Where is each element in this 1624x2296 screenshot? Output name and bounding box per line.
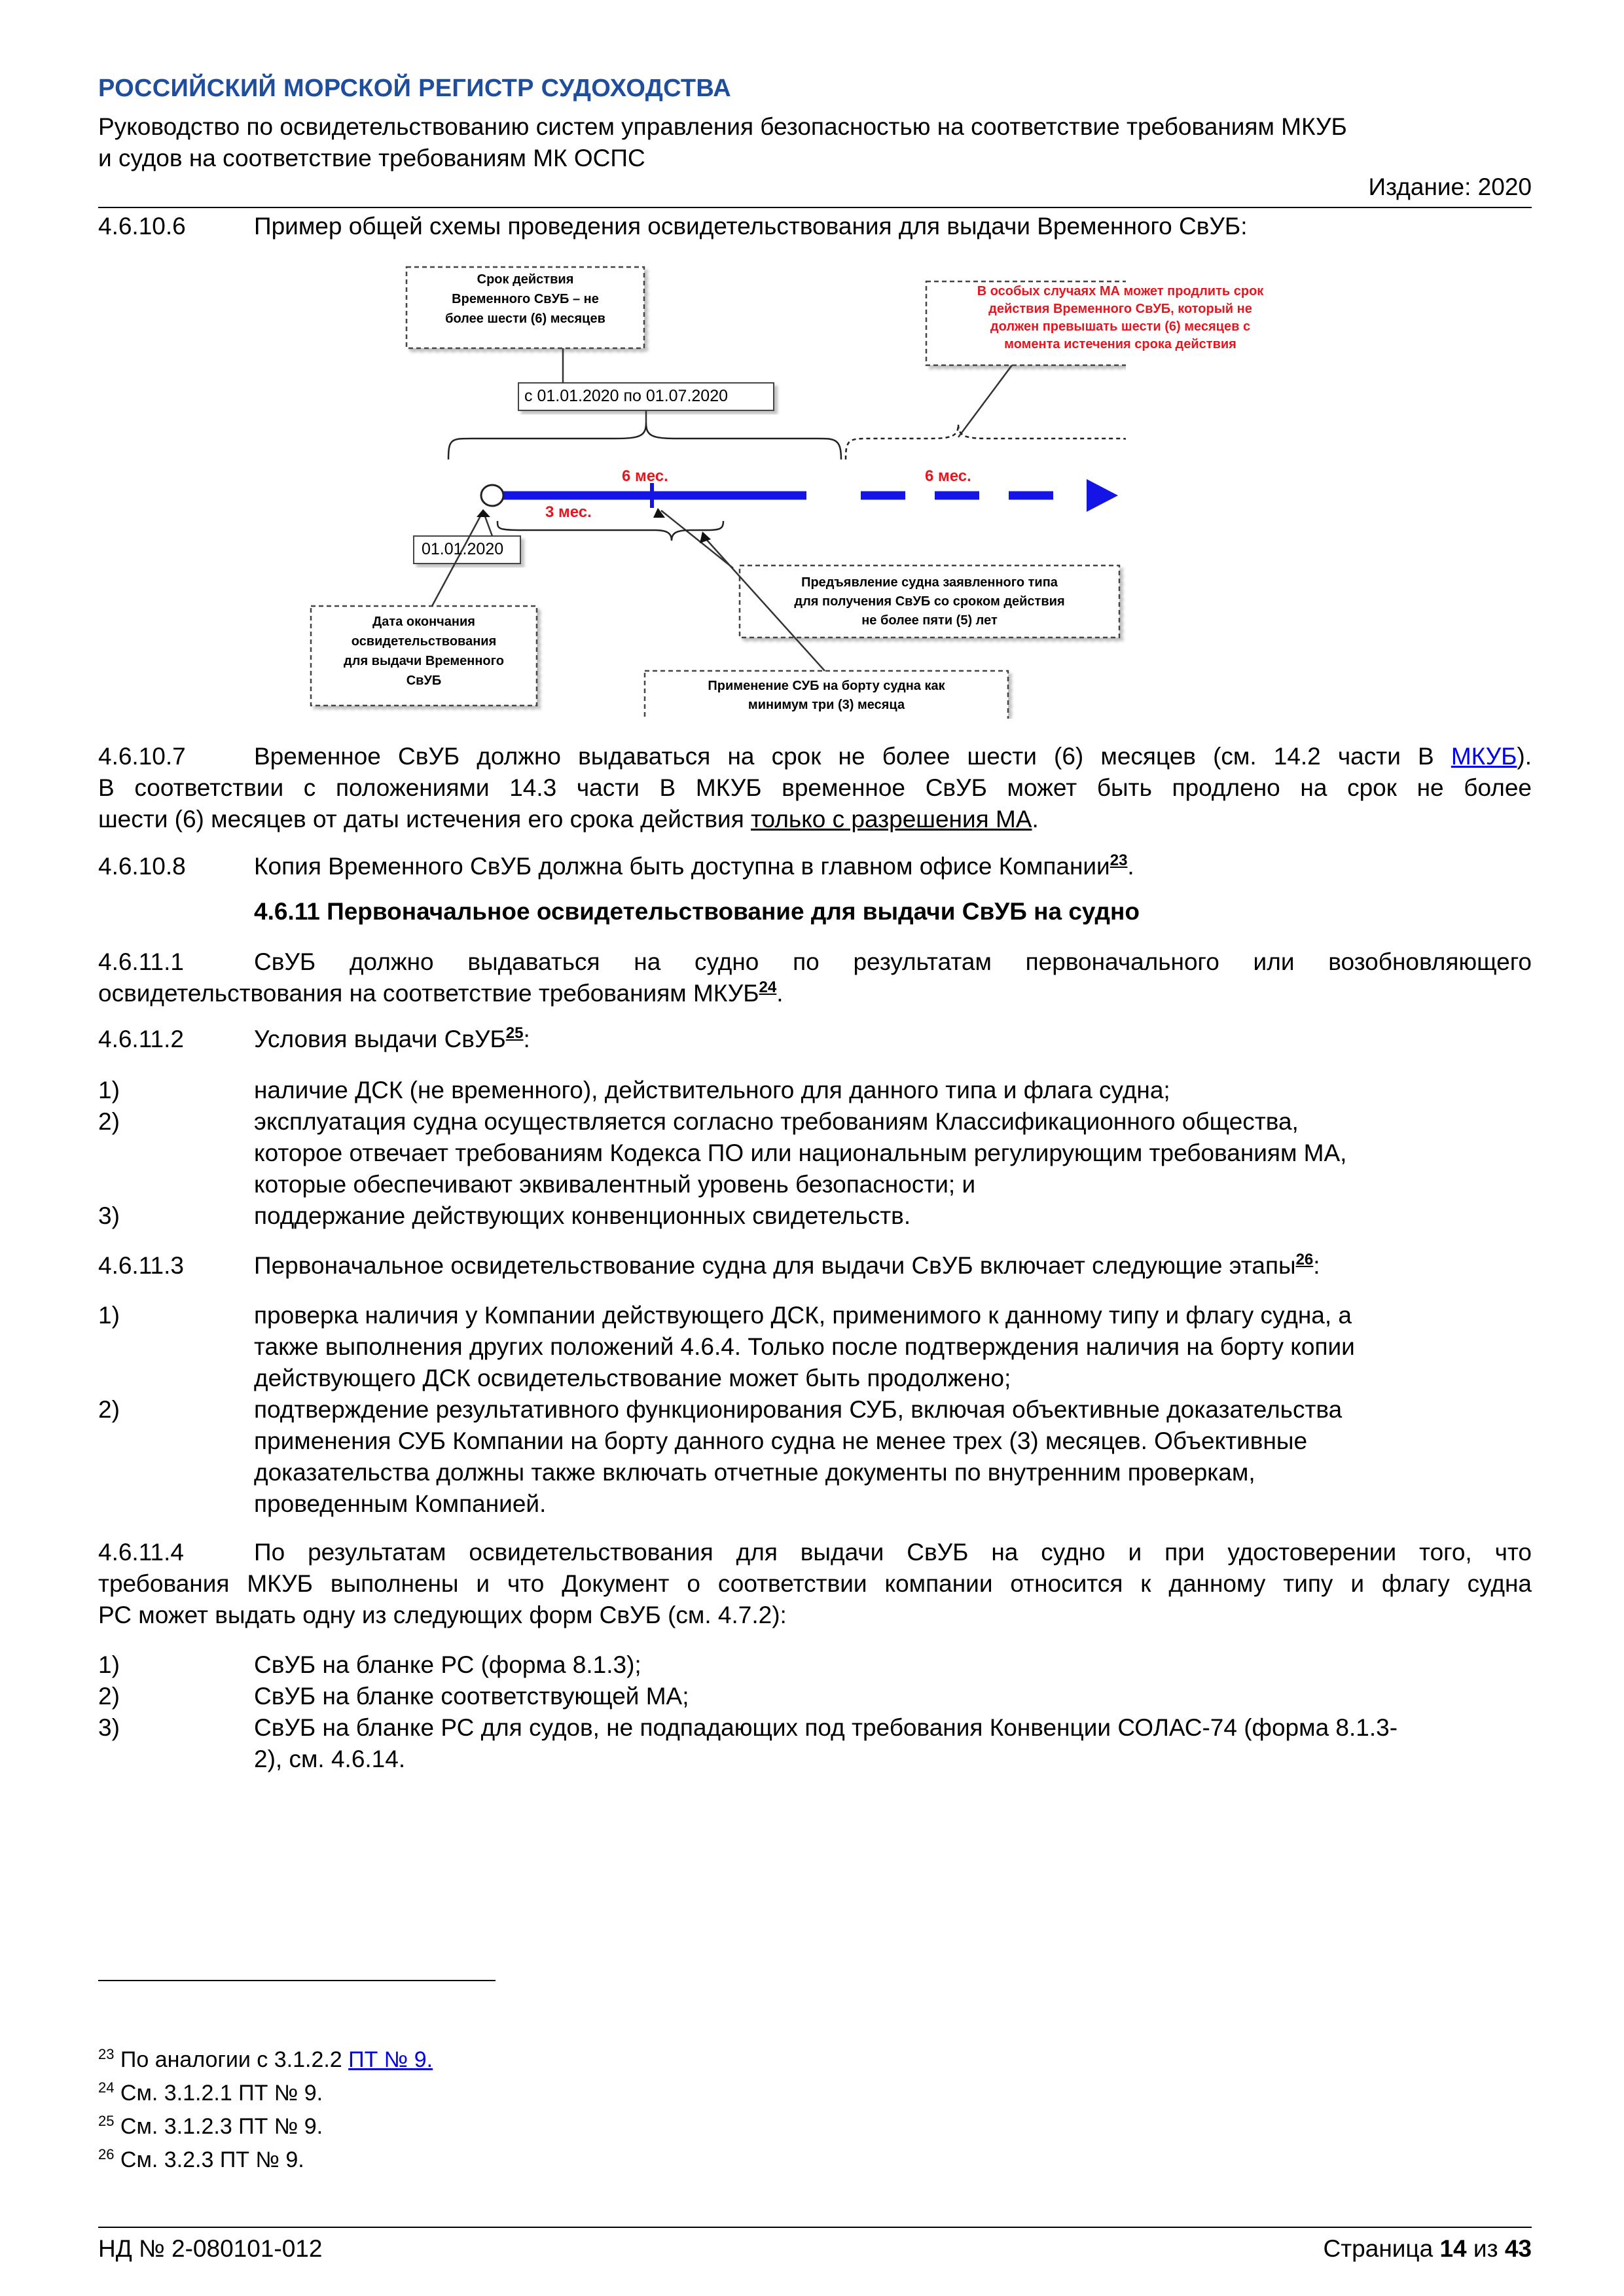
list-item-number: 1) — [98, 1302, 120, 1329]
list-item: СвУБ на бланке РС (форма 8.1.3); — [254, 1651, 641, 1678]
paragraph-4-6-11-3: 4.6.11.3 Первоначальное освидетельствование судна для выдачи СвУБ включает следующие этапы$^{26}$: — [98, 1251, 1320, 1279]
pt9-link[interactable]: ПТ № 9. — [348, 2047, 433, 2072]
six-months-label: 6 мес. — [622, 467, 668, 485]
footnote-24: $^{24}$ См. 3.1.2.1 ПТ № 9. — [98, 2079, 323, 2106]
paragraph-4-6-11-4: 4.6.11.4 По результатам освидетельствования для выдачи СвУБ на судно и при удостоверении того, что требования МКУБ выполнены и что Документ о соответствии компании относится к данному типу и флагу судна РС может выдать одну из следующих форм СвУБ (см. 4.7.2): — [98, 1539, 1532, 1628]
organization-title: РОССИЙСКИЙ МОРСКОЙ РЕГИСТР СУДОХОДСТВА — [98, 75, 731, 102]
footnote-separator — [98, 1980, 496, 1981]
list-item-number: 3) — [98, 1202, 120, 1229]
paragraph-4-6-10-7: 4.6.10.7 Временное СвУБ должно выдаваться на срок не более шести (6) месяцев (см. 14.2 части В МКУБ). В соответствии с положениями 14.3 части В МКУБ временное СвУБ может быть продлено на срок не более шести (6) месяцев от даты истечения его срока действия только с разрешения МА. — [98, 743, 1532, 833]
list-item-number: 2) — [98, 1396, 120, 1423]
document-subtitle: Руководство по освидетельствованию систем управления безопасностью на соответствие требованиям МКУБ и судов на соответствие требованиям МК ОСПС — [98, 113, 1347, 171]
page-indicator: Страница 14 из 43 — [1323, 2235, 1532, 2262]
validity-box-text: Срок действия Временного СвУБ – не более шести (6) месяцев — [445, 272, 605, 326]
certificate-timeline-diagram — [301, 260, 1264, 719]
footnote-ref-25[interactable]: 25 — [505, 1024, 524, 1042]
six-months-extension-label: 6 мес. — [925, 467, 971, 485]
list-item: наличие ДСК (не временного), действительного для данного типа и флага судна; — [254, 1077, 1170, 1103]
brace-three-months — [497, 521, 723, 541]
paragraph-4-6-11-2: 4.6.11.2 Условия выдачи СвУБ$^{25}$: — [98, 1024, 530, 1052]
footer-divider — [98, 2227, 1532, 2228]
list-item: подтверждение результативного функционирования СУБ, включая объективные доказательства применения СУБ Компании на борту данного судна не менее трех (3) месяцев. Объективные доказательства должны также включать отчетные документы по внутренним проверкам, проведенным Компанией. — [254, 1396, 1343, 1517]
list-item-number: 3) — [98, 1714, 120, 1741]
list-item: СвУБ на бланке РС для судов, не подпадающих под требования Конвенции СОЛАС-74 (форма 8.1.3- 2), см. 4.6.14. — [254, 1714, 1398, 1772]
timeline-start-marker — [481, 485, 503, 506]
list-item: проверка наличия у Компании действующего ДСК, применимого к данному типу и флагу судна, а также выполнения других положений 4.6.4. Только после подтверждения наличия на борту копии действующего ДСК освидетельствование может быть продолжено; — [254, 1302, 1355, 1391]
timeline-arrow — [1087, 479, 1118, 512]
sms-box-text: Применение СУБ на борту судна как минимум три (3) месяца — [708, 679, 945, 712]
footnote-ref-26[interactable]: 26 — [1295, 1251, 1314, 1268]
footnote-25: $^{25}$ См. 3.1.2.3 ПТ № 9. — [98, 2113, 323, 2139]
presentation-box-text: Предъявление судна заявленного типа для получения СвУБ со сроком действия не более пяти (5) лет — [794, 575, 1065, 628]
header-divider — [98, 207, 1532, 208]
paragraph-4-6-11-1: 4.6.11.1 СвУБ должно выдаваться на судно по результатам первоначального или возобновляющего освидетельствования на соответствие требованиям МКУБ$^{24}$. — [98, 948, 1532, 1007]
footnote-ref-24[interactable]: 24 — [759, 978, 777, 996]
footnote-23: $^{23}$ По аналогии с 3.1.2.2 ПТ № 9. — [98, 2046, 433, 2072]
date-label: 01.01.2020 — [422, 540, 504, 558]
list-item-number: 2) — [98, 1108, 120, 1135]
mkub-link[interactable]: МКУБ — [1451, 743, 1517, 770]
list-item-number: 1) — [98, 1651, 120, 1678]
list-item-number: 1) — [98, 1077, 120, 1103]
document-number: НД № 2-080101-012 — [98, 2235, 323, 2262]
paragraph-4-6-10-8: 4.6.10.8 Копия Временного СвУБ должна быть доступна в главном офисе Компании$^{23}$. — [98, 852, 1134, 880]
list-item: поддержание действующих конвенционных свидетельств. — [254, 1202, 911, 1229]
three-months-label: 3 мес. — [545, 503, 592, 521]
list-item-number: 2) — [98, 1683, 120, 1710]
end-date-box-text: Дата окончания освидетельствования для выдачи Временного СвУБ — [344, 615, 504, 688]
list-item: СвУБ на бланке соответствующей МА; — [254, 1683, 689, 1710]
brace-six-months — [448, 423, 841, 459]
footnote-26: $^{26}$ См. 3.2.3 ПТ № 9. — [98, 2146, 304, 2172]
footnote-ref-23[interactable]: 23 — [1110, 852, 1128, 869]
list-item: эксплуатация судна осуществляется согласно требованиям Классификационного общества, которое отвечает требованиям Кодекса ПО или национальным регулирующим требованиям МА, которые обеспечивают эквивалентный уровень безопасности; и — [254, 1108, 1347, 1198]
period-label: с 01.01.2020 по 01.07.2020 — [524, 387, 729, 405]
section-heading: 4.6.11 Первоначальное освидетельствование для выдачи СвУБ на судно — [254, 898, 1140, 925]
edition-label: Издание: 2020 — [1368, 173, 1532, 200]
brace-extension — [846, 424, 1126, 459]
paragraph-4-6-10-6: 4.6.10.6 Пример общей схемы проведения освидетельствования для выдачи Временного СвУБ: — [98, 213, 1248, 240]
extension-box-text: В особых случаях МА может продлить срок действия Временного СвУБ, который не должен превышать шести (6) месяцев с момента истечения срока действия — [977, 284, 1264, 351]
